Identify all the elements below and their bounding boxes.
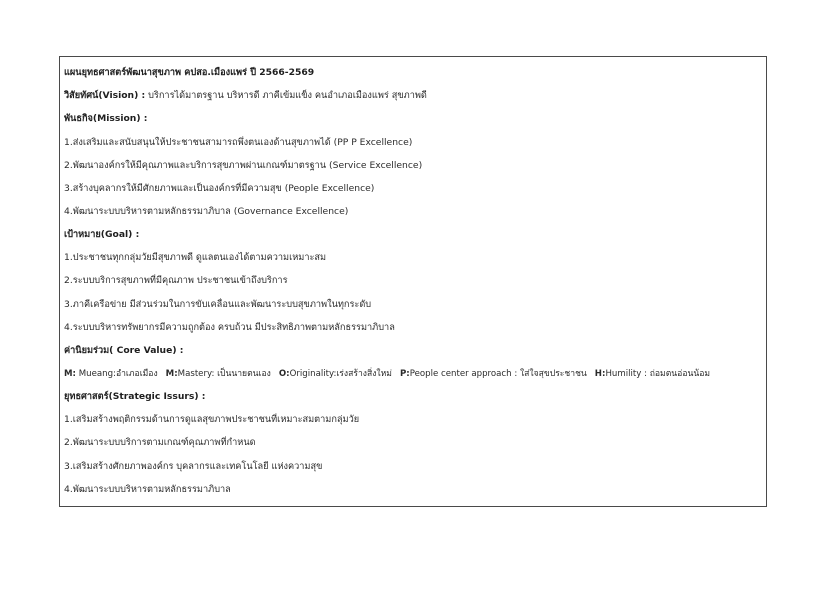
strategic-item: 1.เสริมสร้างพฤติกรรมด้านการดูแลสุขภาพประชาชนที่เหมาะสมตามกลุ่มวัย [64, 414, 360, 426]
strategy-table [59, 56, 767, 507]
core-value-key: M: [64, 368, 76, 379]
core-value-text: Mueang:อำเภอเมือง [76, 368, 158, 379]
core-value-text: Humility : ถ่อมตนอ่อนน้อม [605, 368, 711, 379]
mission-item: 3.สร้างบุคลากรให้มีศักยภาพและเป็นองค์กรที่มีความสุข (People Excellence) [64, 182, 375, 194]
vision-row [64, 89, 766, 103]
strategic-item: 4.พัฒนาระบบบริหารตามหลักธรรมาภิบาล [64, 483, 231, 495]
mission-item: 1.ส่งเสริมและสนับสนุนให้ประชาชนสามารถพึ่งตนเองด้านสุขภาพได้ (PP P Excellence) [64, 136, 413, 148]
goal-heading: เป้าหมาย(Goal) : [64, 229, 140, 241]
core-value-text: Mastery: เป็นนายตนเอง [177, 368, 271, 379]
goal-item: 3.ภาคีเครือข่าย มีส่วนร่วมในการขับเคลื่อนและพัฒนาระบบสุขภาพในทุกระดับ [64, 298, 372, 310]
core-value-row [64, 367, 766, 381]
goal-item: 2.ระบบบริการสุขภาพที่มีคุณภาพ ประชาชนเข้าถึงบริการ [64, 275, 288, 287]
core-value-heading: ค่านิยมร่วม( Core Value) : [64, 344, 184, 356]
strategic-item: 3.เสริมสร้างศักยภาพองค์กร บุคลากรและเทคโนโลยี แห่งความสุข [64, 460, 323, 472]
core-value-key: O: [278, 368, 290, 379]
core-value-key: H: [594, 368, 606, 379]
vision-text: บริการได้มาตรฐาน บริหารดี ภาคีเข้มแข็ง คนอำเภอเมืองแพร่ สุขภาพดี [145, 90, 427, 102]
core-value-text: Originality:เร่งสร้างสิ่งใหม่ [289, 368, 392, 379]
mission-item: 2.พัฒนาองค์กรให้มีคุณภาพและบริการสุขภาพผ่านเกณฑ์มาตรฐาน (Service Excellence) [64, 159, 423, 171]
vision-label: วิสัยทัศน์(Vision) : [64, 90, 146, 102]
goal-item: 1.ประชาชนทุกกลุ่มวัยมีสุขภาพดี ดูแลตนเองได้ตามความเหมาะสม [64, 252, 327, 264]
core-value-text: People center approach : ใส่ใจสุขประชาชน [409, 368, 587, 379]
goal-item: 4.ระบบบริหารทรัพยากรมีความถูกต้อง ครบถ้วน มีประสิทธิภาพตามหลักธรรมาภิบาล [64, 321, 395, 333]
mission-heading: พันธกิจ(Mission) : [64, 113, 148, 125]
mission-item: 4.พัฒนาระบบบริหารตามหลักธรรมาภิบาล (Governance Excellence) [64, 205, 349, 217]
core-value-key: P: [399, 368, 410, 379]
document-title: แผนยุทธศาสตร์พัฒนาสุขภาพ คปสอ.เมืองแพร่ ปี 2566-2569 [64, 67, 315, 79]
core-value-key: M: [165, 368, 178, 379]
strategic-item: 2.พัฒนาระบบบริการตามเกณฑ์คุณภาพที่กำหนด [64, 437, 256, 449]
strategic-heading: ยุทธศาสตร์(Strategic Issurs) : [64, 391, 206, 403]
